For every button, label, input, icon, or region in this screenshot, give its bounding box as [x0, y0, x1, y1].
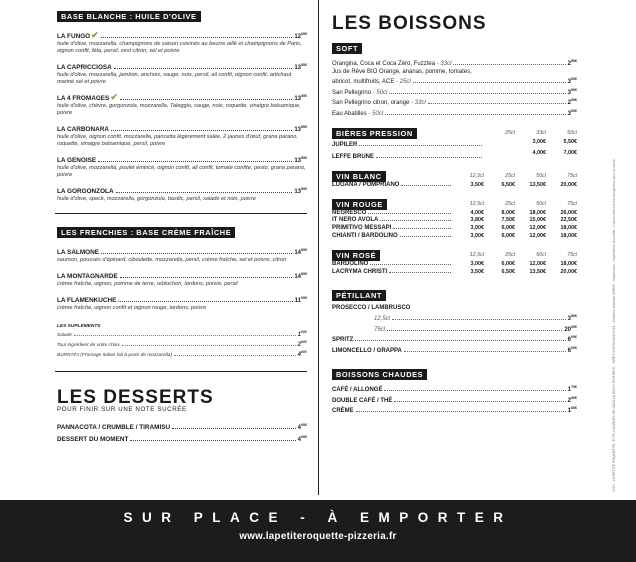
vin-rouge-section: [332, 199, 577, 241]
section-label-base-blanche: BASE BLANCHE : HUILE D'OLIVE: [57, 11, 201, 22]
price: $6^{00€}$: [567, 335, 577, 344]
drink-price: 6,50€: [501, 268, 515, 275]
dot-leader: [356, 411, 566, 412]
drink-price: 3,00€: [470, 232, 484, 239]
price: $13^{50€}$: [294, 125, 307, 133]
price: $2^{50€}$: [567, 98, 577, 107]
petillant-size-row: [332, 324, 577, 335]
menu-item-description: huile d'olive, mozzarella, poulet émincé, oignon confit, ail confit, tomate confite, pesto, grana parano, poivre: [57, 165, 306, 178]
desserts-block: [57, 388, 307, 445]
footer-slogan: SUR PLACE - À EMPORTER: [123, 510, 513, 525]
supplement-row: [57, 339, 307, 349]
drink-name: LIMONCELLO / GRAPPA: [332, 347, 402, 354]
soft-row: [332, 69, 577, 77]
drink-prices: [453, 182, 577, 190]
column-size: 25cl: [505, 130, 515, 137]
price: $14^{50€}$: [294, 248, 307, 256]
drink-size-sep: -: [435, 61, 441, 67]
section-label-vin_blanc: VIN BLANC: [332, 171, 386, 182]
dessert-row: [57, 421, 307, 433]
menu-item-head: [57, 123, 307, 134]
price: $14^{50€}$: [294, 272, 307, 280]
dot-leader: [404, 351, 566, 352]
menu-item: [57, 185, 307, 203]
drink-price: 6,00€: [501, 260, 515, 267]
drink-prices: [453, 233, 577, 241]
dot-leader: [393, 228, 451, 229]
grid-header: [332, 128, 577, 139]
menu-item: [57, 294, 307, 312]
drink-row: [332, 225, 577, 233]
drink-row: [332, 182, 577, 190]
dot-leader: [387, 330, 562, 331]
column-size: 12,5cl: [469, 173, 484, 180]
drink-price: [484, 150, 515, 158]
petillant-row: [332, 334, 577, 345]
drink-size-sep: -: [409, 100, 415, 107]
legal-text: 2020 - LA PETITE ROQUETTE, 37 PL CHARLES DE GAULLE 86000 POITIERS - SIRET 81979062400014 - Création Maxime SORIN - Impression : Imprimerie Nouvelle - L'abus d'alcool est dangereux pour la santé: [612, 159, 616, 492]
menu-item-head: [57, 92, 307, 103]
menu-item-head: [57, 185, 307, 196]
soft-row: [332, 87, 577, 98]
grid-header: [332, 171, 577, 182]
menu-item-description: huile d'olive, speck, mozzarella, gorgonzola, basilic, persil, salade et noix, poivre: [57, 196, 256, 202]
dot-leader: [401, 185, 451, 186]
dessert-row: [57, 433, 307, 445]
menu-item-head: [57, 30, 307, 41]
soft-row: [332, 97, 577, 108]
drink-size: 25cl: [399, 79, 411, 86]
drink-price: 3,80€: [470, 217, 484, 224]
drink-price: 6,50€: [501, 181, 515, 188]
petillant-section: [332, 285, 577, 355]
drink-price: 6,00€: [501, 232, 515, 239]
pizza-list-frenchies: [57, 246, 307, 312]
section-label-vin_rose: VIN ROSÉ: [332, 250, 380, 261]
dot-leader: [368, 213, 451, 214]
supplement-row: [57, 329, 307, 339]
drink-row: [332, 269, 577, 277]
menu-item-description: huile d'olive, mozzarella, jambon, anchois, sauge, noix, persil, ail confit, oignon confit, artichaut mariné sel et poivre: [57, 72, 292, 85]
drink-size-sep: -: [366, 110, 373, 117]
dot-leader: [376, 157, 482, 158]
price: $2^{50€}$: [567, 395, 577, 404]
drink-name: LUGANA / POMPRIANO: [332, 181, 400, 188]
price: $2^{00€}$: [297, 340, 307, 348]
drink-name: San Pellegrino: [332, 89, 372, 96]
supplement-label: BURRATA (Fromage Italien fait à partir de mozzarella): [57, 353, 173, 358]
price: $6^{00€}$: [567, 345, 577, 354]
menu-item-name: LA MONTAGNARDE: [57, 273, 118, 280]
supplement-row: [57, 349, 307, 359]
drink-prices: [453, 210, 577, 218]
food-column: [57, 6, 307, 445]
supplements-title: LES SUPLEMENTS: [57, 324, 101, 329]
soft-row: [332, 76, 577, 87]
menu-item: [57, 154, 307, 179]
menu-item-name: LA FLAMENKUCHE: [57, 297, 117, 304]
drink-row: [332, 217, 577, 225]
divider-line: [55, 371, 307, 372]
drink-size: 33cl: [414, 100, 426, 107]
price: $2^{50€}$: [567, 59, 577, 67]
column-size: 50cl: [536, 173, 546, 180]
dot-leader: [359, 145, 482, 146]
drink-price: 12,00€: [529, 260, 546, 267]
price: $3^{50€}$: [567, 313, 577, 322]
drink-price: 3,50€: [470, 268, 484, 275]
vin-blanc-section: [332, 171, 577, 190]
price: $12^{00€}$: [294, 32, 307, 40]
section-label-chaudes: BOISSONS CHAUDES: [332, 369, 427, 380]
dot-leader: [355, 340, 565, 341]
menu-item-name: LA FUNGO: [57, 33, 91, 40]
dot-leader: [120, 99, 292, 100]
drink-row: [332, 261, 577, 269]
dot-leader: [428, 103, 566, 104]
price: $13^{50€}$: [294, 187, 307, 195]
drink-prices: [484, 150, 577, 158]
grid-columns: [453, 201, 577, 207]
drink-name: NEGRESCO: [332, 209, 367, 216]
petillant-row: [332, 345, 577, 356]
price: $20^{00€}$: [564, 324, 577, 333]
price: $1^{00€}$: [297, 330, 307, 338]
drink-price: 20,00€: [560, 268, 577, 275]
drink-name: BARDOLINO: [332, 260, 369, 267]
dot-leader: [400, 236, 451, 237]
drink-size: 12,5cl: [374, 315, 391, 322]
menu-item-name: LA GORGONZOLA: [57, 188, 114, 195]
menu-item: [57, 92, 307, 117]
dot-leader: [74, 335, 296, 336]
dot-leader: [174, 355, 296, 356]
drink-size-sep: -: [371, 89, 377, 96]
drinks-column: [332, 6, 577, 416]
price: $3^{00€}$: [567, 108, 577, 117]
drink-row: [332, 150, 577, 162]
drink-name: PRIMITIVO MESSAPI: [332, 225, 392, 232]
column-size: 50cl: [536, 252, 546, 259]
soft-row: [332, 108, 577, 119]
drink-price: 4,00€: [532, 150, 546, 157]
drink-price: 18,00€: [529, 209, 546, 216]
menu-item: [57, 123, 307, 148]
drink-price: 5,50€: [563, 138, 577, 145]
price: $11^{00€}$: [294, 296, 307, 304]
column-size: 33cl: [536, 130, 546, 137]
column-size: 75cl: [567, 252, 577, 259]
menu-item-description: crème fraîche, oignon, pomme de terre, reblochon, lardons, poivre, persil: [57, 281, 238, 287]
price: $13^{50€}$: [294, 94, 307, 102]
dot-leader: [389, 272, 451, 273]
dot-leader: [453, 64, 565, 65]
price: $1^{80€}$: [567, 406, 577, 415]
price: $3^{50€}$: [567, 87, 577, 96]
divider-line: [55, 213, 307, 214]
drink-prices: [453, 225, 577, 233]
footer-banner: [0, 500, 636, 562]
column-size: 25cl: [505, 252, 515, 259]
drink-row: [332, 233, 577, 241]
menu-item: [57, 61, 307, 86]
vegetarian-leaf-icon: ✔: [110, 92, 118, 102]
petillant-size-row: [332, 313, 577, 324]
drink-price: 22,50€: [560, 217, 577, 224]
drink-name: LACRYMA CHRISTI: [332, 268, 388, 275]
menu-item-description: huile d'olive, mozzarella, champignons de saison cuisinés au beurre aillé et champignons de Paris, oignon confit, féta, persil, zest citron, sel et poivre: [57, 41, 302, 54]
dot-leader: [120, 277, 293, 278]
drink-name: San Pellegrino citron, orange: [332, 100, 410, 107]
price: $4^{00€}$: [297, 423, 307, 431]
desserts-title: LES DESSERTS: [57, 387, 214, 408]
drink-name: Eau Abatilles: [332, 110, 367, 117]
menu-item-name: LA CARBONARA: [57, 126, 109, 133]
dot-leader: [394, 401, 565, 402]
drink-price: 13,50€: [529, 268, 546, 275]
dot-leader: [384, 390, 565, 391]
drink-name: CRÈME: [332, 408, 354, 415]
drink-name: CHIANTI / BARDOLINO: [332, 232, 398, 239]
dot-leader: [114, 68, 293, 69]
price: $13^{50€}$: [294, 63, 307, 71]
dot-leader: [172, 428, 296, 429]
website-link[interactable]: www.lapetiteroquette-pizzeria.fr: [239, 531, 397, 542]
drink-row: [332, 210, 577, 218]
drink-price: 7,00€: [563, 150, 577, 157]
menu-item-description: huile d'olive, chèvre, gorgonzola, mozzarella, Taleggio, sauge, noix, roquette, vinaigre balsamique, poivre: [57, 103, 301, 116]
dot-leader: [118, 301, 292, 302]
drink-price: 20,00€: [560, 181, 577, 188]
drink-price: 3,50€: [470, 181, 484, 188]
menu-item-head: [57, 61, 307, 72]
menu-item-description: saumon, poussés d'épinard, ciboulette, mozzarella, persil, crème fraîche, sel et poivre, citron: [57, 257, 287, 263]
price: $4^{00€}$: [297, 435, 307, 443]
desserts-subtitle: POUR FINIR SUR UNE NOTE SUCRÉE: [57, 406, 187, 413]
menu-item: [57, 246, 307, 264]
soft-list: [332, 58, 577, 119]
drink-price: 15,00€: [529, 217, 546, 224]
column-size: 12,5cl: [469, 252, 484, 259]
drink-price: [484, 139, 515, 147]
drink-price: 18,00€: [560, 260, 577, 267]
section-label-petillant: PÉTILLANT: [332, 290, 386, 301]
drink-size: 75cl: [374, 326, 386, 333]
drink-price: 12,00€: [529, 225, 546, 232]
section-label-vin_rouge: VIN ROUGE: [332, 199, 387, 210]
supplement-label: Tout ingrédient de votre choix: [57, 343, 120, 348]
menu-item-description: huile d'olive, oignon confit, mozzarella, pancetta légèrement salée, 2 jaunes d'œuf, grana parano, roquette, vinaigre balsamique, persil, poivre: [57, 134, 298, 147]
section-label-soft: SOFT: [332, 43, 362, 54]
drink-price: 3,00€: [532, 138, 546, 145]
price: $3^{00€}$: [567, 77, 577, 86]
price: $4^{00€}$: [297, 350, 307, 358]
petillant-rows: [332, 334, 577, 355]
drink-price: 7,50€: [501, 217, 515, 224]
column-size: 25cl: [505, 173, 515, 180]
dot-leader: [392, 319, 566, 320]
dessert-list: [57, 421, 307, 445]
column-size: 75cl: [567, 201, 577, 208]
grid-columns: [453, 252, 577, 258]
dot-leader: [101, 37, 293, 38]
column-size: 50cl: [567, 130, 577, 137]
grid-header: [332, 250, 577, 261]
menu-item: [57, 270, 307, 288]
section-label-frenchies: LES FRENCHIES : BASE CRÈME FRAÎCHE: [57, 227, 235, 238]
menu-item-description: crème fraîche, oignon confit et oignon rouge, lardons, poivre: [57, 305, 207, 311]
dot-leader: [370, 264, 451, 265]
petillant-name: PROSECCO / LAMBRUSCO: [332, 305, 411, 312]
menu-item-head: [57, 246, 307, 257]
dot-leader: [413, 82, 566, 83]
drink-name: Orangina, Coca et Coca Zéro, Fuzztea: [332, 61, 436, 67]
column-size: 12,5cl: [469, 201, 484, 208]
drink-prices: [453, 217, 577, 225]
drink-name: IT NERO AVOLA: [332, 217, 379, 224]
column-size: 50cl: [536, 201, 546, 208]
supplements-list: [57, 329, 307, 359]
drink-size: 50cl: [376, 89, 388, 96]
soft-row: [332, 58, 577, 69]
menu-item-name: LA CAPRICCIOSA: [57, 64, 112, 71]
section-label-bieres: BIÈRES PRESSION: [332, 128, 417, 139]
vin-rose-section: [332, 250, 577, 277]
drink-name: SPRITZ: [332, 337, 354, 344]
drink-price: 4,00€: [470, 209, 484, 216]
drink-row: [332, 139, 577, 151]
drink-name: Jus de Rêve BIO Orange, ananas, pomme, tomates,: [332, 68, 472, 75]
drink-name: DOUBLE CAFÉ / THÉ: [332, 397, 393, 404]
drink-price: 3,00€: [470, 260, 484, 267]
petillant-sizes: [332, 313, 577, 334]
drink-name: abricot, multifruits, ACE: [332, 79, 395, 86]
grid-header: [332, 199, 577, 210]
menu-item: [57, 30, 307, 55]
drink-price: 13,50€: [529, 181, 546, 188]
pizza-list-blanche: [57, 30, 307, 203]
price: $1^{70€}$: [567, 385, 577, 394]
drink-size-sep: -: [394, 79, 400, 86]
dot-leader: [130, 440, 295, 441]
dot-leader: [389, 93, 565, 94]
vegetarian-leaf-icon: ✔: [91, 30, 99, 40]
dessert-name: PANNACOTA / CRUMBLE / TIRAMISU: [57, 424, 171, 431]
dot-leader: [385, 114, 566, 115]
dot-leader: [111, 130, 292, 131]
column-size: 75cl: [567, 173, 577, 180]
drink-price: 6,00€: [501, 225, 515, 232]
drink-name: LEFFE BRUNE: [332, 153, 374, 160]
drink-price: 8,00€: [501, 209, 515, 216]
drink-price: 18,00€: [560, 232, 577, 239]
dot-leader: [116, 192, 293, 193]
menu-item-head: [57, 154, 307, 165]
grid-columns: [484, 130, 577, 136]
menu-item-name: LA 4 FROMAGES: [57, 95, 110, 102]
drink-prices: [453, 269, 577, 277]
drink-price: 26,00€: [560, 209, 577, 216]
menu-item-head: [57, 270, 307, 281]
hot-drink-row: [332, 395, 577, 406]
bieres-section: [332, 128, 577, 162]
menu-item-name: LA SALMONE: [57, 249, 100, 256]
dot-leader: [122, 345, 296, 346]
dot-leader: [101, 253, 292, 254]
price: $13^{50€}$: [294, 156, 307, 164]
drink-prices: [484, 139, 577, 147]
drink-size: 50cl: [372, 110, 384, 117]
drink-name: CAFÉ / ALLONGÉ: [332, 387, 383, 394]
dot-leader: [98, 161, 292, 162]
drinks-title: LES BOISSONS: [332, 13, 487, 34]
dessert-name: DESSERT DU MOMENT: [57, 436, 129, 443]
drink-name: JUPILER: [332, 142, 358, 149]
menu-item-name: LA GENOISE: [57, 157, 97, 164]
drink-price: 3,00€: [470, 225, 484, 232]
legal-side-text: [612, 12, 624, 492]
column-divider: [318, 0, 319, 495]
hot-drink-row: [332, 405, 577, 416]
menu-item-head: [57, 294, 307, 305]
hot-drink-row: [332, 384, 577, 395]
drink-prices: [453, 261, 577, 269]
supplement-label: Salade: [57, 333, 72, 338]
chaudes-section: [332, 364, 577, 416]
grid-columns: [453, 173, 577, 179]
column-size: 25cl: [505, 201, 515, 208]
drink-price: 12,00€: [529, 232, 546, 239]
drink-price: 18,00€: [560, 225, 577, 232]
supplements-block: [57, 324, 307, 359]
chaudes-list: [332, 384, 577, 416]
drink-size: 33cl: [440, 61, 452, 67]
dot-leader: [380, 220, 451, 221]
